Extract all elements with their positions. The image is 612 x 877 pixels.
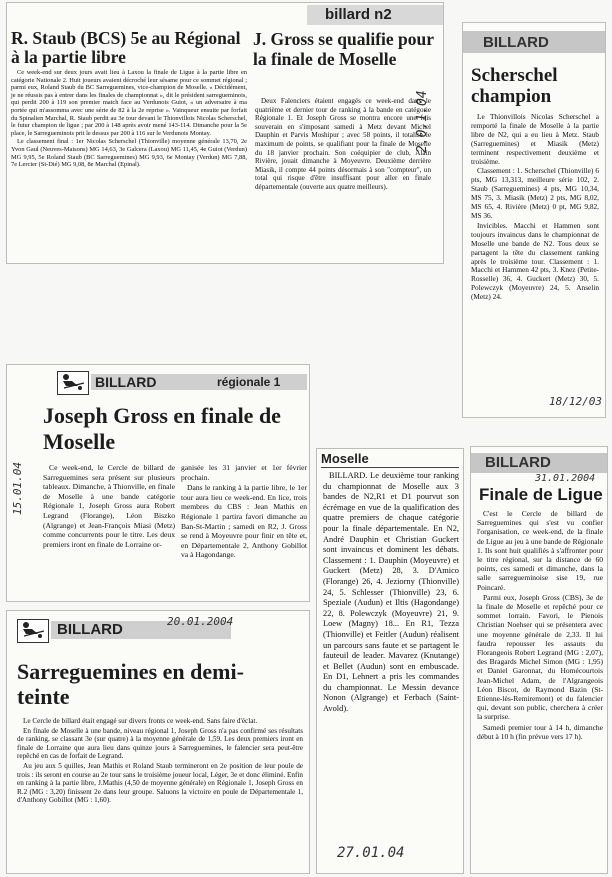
paragraph: Ce week-end sur deux jours avait lieu à Laxou la finale de Ligue à la partie libre en catégorie Nationale 2. Huit joueurs avaient décroché leur sésame pour ce sommet régional ; parmi eux, Roland Staub du BC Sarreguemines, vice-champion de Moselle. « Décidément, je ne réussis pas à entrer dans les finales de championnat », dit le président sarregueminois, qui perdit 200 à 119 son premier match face au Verdunois Guiot, « un adversaire à ma portée qui m'assomma avec une série de 82 à la 2e reprise ». Vainqueur ensuite par forfait du Spinalien Marchal, R. Staub perdit au 3e tour devant le Thionvillois Nicolas Scherschel, le futur champion de ligue ; par 200 à 148 après avoir mené 143-114. Dimanche pour la 5e place, le Sarregueminois prit le dessus par 200 à 116 sur le Verdunois Montay. — [11, 69, 247, 137]
logo-box — [17, 619, 49, 643]
section-header: BILLARD — [95, 374, 157, 390]
section-header: BILLARD — [485, 454, 551, 471]
paragraph: En finale de Moselle à une bande, niveau régional 1, Joseph Gross n'a pas confirmé ses résultats de ranking, se classant 3e (sur quatre) à la moyenne générale de 1,59. Les deux premiers iront en finale de Lorraine que aura lieu dans quinze jours à Sarreguemines, le falencier sera peut-être repêché en cas de forfait de Legrand. — [17, 726, 303, 761]
section-header: BILLARD — [57, 621, 123, 638]
handwritten-date: 15.01.04 — [11, 462, 24, 515]
section-header: Moselle — [321, 451, 369, 466]
article-body — [477, 509, 603, 742]
paragraph: Samedi premier tour à 14 h, dimanche début à 10 h (fin prévue vers 17 h). — [477, 722, 603, 741]
handwritten-date: 20.01.2004 — [167, 615, 234, 628]
headline: Joseph Gross en finale de Moselle — [43, 403, 281, 454]
handwritten-date: 18/12/03 — [549, 395, 602, 408]
clipping-finale-ligue — [470, 446, 608, 874]
headline: Sarreguemines en demi-teinte — [17, 659, 244, 709]
handwritten-date: 27.01.04 — [337, 845, 405, 861]
headline-staub: R. Staub (BCS) 5e au Régional à la partie libre — [11, 28, 241, 67]
article-body — [17, 717, 303, 806]
paragraph: Le classement final : 1er Nicolas Scherschel (Thionville) moyenne générale 13,70, 2e Yvon Gaul (Neuves-Maisons) MG 14,63, 3e Galcera (Laxou) MG 11,45, 4e Guiot (Verdun) MG 9,95, 5e Roland Staub (BC Sarreguemines) MG 9,93, 6e Montay (Verdun) MG 7,88, 7e Lercier (St-Dié) MG 9,08, 8e Marchal (Epinal). — [11, 138, 247, 169]
clipping-moselle — [316, 448, 464, 874]
article-body — [471, 113, 599, 303]
paragraph: Le Thionvillois Nicolas Scherschel a remporté la finale de Moselle à la partie libre de N2, qui a eu lieu à Metz. Staub (Sarreguemines) et Miasik (Metz) terminent respectivement deuxième et troisième. — [471, 112, 599, 166]
paragraph: BILLARD. Le deuxième tour ranking du championnat de Moselle aux 3 bandes de N2,R1 et D1 pourvut son écrémage en vue de la qualification des quatre premiers de chaque catégorie pour la finale départementale. En N2, André Dauphin et Christian Guckert sont invaincus et dominent les débats. Classement : 1. Dauphin (Moyeuvre) et Guckert (Metz) 28, 3. D'Amico (Florange) 26, 4. Jeziorny (Thionville) 24, 5. Schlesser (Thionville) 23, 6. Speziale (Audun) et Iltis (Hagondange) 22, 8. Polewczyk (Moyeuvre) 21, 9. Loew (Magny) 18... En R1, Tezza (Thionville) et Feitler (Audun) réalisent un parcours sans faute et se partagent le fauteuil de leader. Mavarez (Knutange) et Bellet (Audun) sont en embuscade. En D1, Lehnert a pris les commandes du championnat. Le Messin devance Nonon (Algrange) et Ferbach (Saint-Avold). — [323, 471, 459, 714]
article-staub — [11, 69, 247, 170]
section-label: régionale 1 — [217, 375, 281, 389]
section-header: billard n2 — [325, 6, 392, 23]
paragraph: Deux Falenciers étaient engagés ce week-end dans le quatrième et dernier tour de ranking à la bande en catégorie Régionale 1. Et Joseph Gross se montra encore une fois souverain en s'imposant samedi à Metz devant Michel Dauphin et Parvis Moshipur ; avec 58 points, il totalise le maximum de points, se qualifiant pour la finale de Moselle du 18 janvier prochain. Son coéquipier de club, Alain Rivière, jouait dimanche à Moyeuvre. Deuxième derrière Miasik, il compte 44 points désormais à son "compteur", un total qui risque d'être insuffisant pour aller en finale départementale (ouverte aux quatre meilleurs). — [255, 97, 431, 191]
paragraph: ganisée les 31 janvier et 1er février prochain. — [181, 463, 307, 482]
article-gross — [255, 97, 431, 193]
paragraph: C'est le Cercle de billard de Sarreguemines qui s'est vu confier l'organisation, ce week-end, de la finale de Ligue au jeu à une bande de Régionale 1. Ils sont huit qualifiés à s'affronter pour le titre régional, sur la distance de 60 points, ces samedi et dimanche, dans la salle sarregueminoise sise 19, rue Poincaré. — [477, 509, 603, 592]
article-col1 — [43, 463, 175, 550]
header-rule — [321, 467, 459, 468]
logo-box — [57, 371, 89, 395]
billiard-player-icon — [18, 620, 46, 640]
clipping-demi-teinte — [6, 610, 310, 874]
paragraph: Classement : 1. Scherschel (Thionville) 6 pts, MG 13,313, meilleure série 102, 2. Staub (Sarreguemines) 4 pts, MG 10,34, MS 75, 3. Miasik (Metz) 2 pts, MG 8,02, MS 65, 4. Rivière (Metz) 0 pt, MG 9,82, MS 36. — [471, 166, 599, 220]
section-header: BILLARD — [483, 34, 549, 51]
handwritten-date: 2.0.1.04 — [415, 90, 430, 153]
paragraph: Ce week-end, le Cercle de billard de Sarreguemines sera présent sur plusieurs tableaux. Dimanche, à Thionville, en finale de Moselle à une bande catégorie Régionale 1, Joseph Gross aura Robert Legrand (Florange), Léon Biszko (Algrange) et Jean-François Miasi (Metz) comme concurrents pour le titre. Les deux premiers iront en finale de Lorraine or- — [43, 463, 175, 549]
clipping-staub-gross — [6, 2, 444, 264]
paragraph: Invicibles. Macchi et Hammen sont toujours invaincus dans le championnat de Moselle une bande de N2. Tous deux se partagent la tête du classement ranking après le troisième tour. Classement : 1. Macchi et Hammen 42 pts, 3. Knez (Petite-Rosselle) 36, 4. Guckert (Metz) 30, 5. Polewczyk (Moyeuvre) 24, 5. Anselin (Metz) 24. — [471, 220, 599, 302]
headline: Finale de Ligue — [479, 485, 603, 504]
billiard-player-icon — [58, 372, 86, 392]
headline-gross: J. Gross se qualifie pour la finale de Moselle — [253, 29, 434, 69]
handwritten-date: 31.01.2004 — [535, 473, 596, 484]
paragraph: Au jeu aux 5 quilles, Jean Mathis et Roland Staub termineront en 2e position de leur poule de trois : ils seront en course au 2e tour sans le troisième joueur local, Léger, 3e et donc éliminé. Enfin en ranking à la partie libre, J.Mathis (4,50 de moyenne générale) en Régionale 1, Joseph Gross en R.2 (MG : 3,20) finissent 2e dans leur groupe. Saluons la victoire en poule de Départementale 1, d'Anthony Gobillot (MG : 1,60). — [17, 761, 303, 805]
clipping-gross-finale — [6, 364, 310, 602]
paragraph: Le Cercle de billard était engagé sur divers fronts ce week-end. Sans faire d'éclat. — [23, 717, 258, 725]
paragraph: Parmi eux, Joseph Gross (CBS), 3e de la finale de Moselle et repêché pour ce sommet lorrain. Favori, le Pienois Christian Noehser qui se présentera avec une moyenne générale de 2,33. Il lui faudra repousser les assauts du Florangeois Robert Legrand (MG : 2,07), des Bragards Michel Simon (MG : 1,95) et Daniel Garonnat, du Homécourtois Jean-Michel Adam, de l'Algrangeois Léon Biscot, de Raymond Bazin (St-Etienne-lès-Remiremont) et du falencier qui, devant son public, cherchera à créer la surprise. — [477, 592, 603, 722]
headline: Scherschel champion — [471, 65, 558, 107]
paragraph: Dans le ranking à la partie libre, le 1er tour aura lieu ce week-end. En lice, trois membres du CBS : Jean Mathis en Régionale 1 partira favori dimanche au Ban-St-Martin ; samedi en R2, J. Gross se rend à Moyeuvre pour finir en tête et, en Départementale 2, Anthony Gobillot va à Hagondange. — [181, 483, 307, 560]
clipping-scherschel — [462, 22, 606, 418]
article-col2 — [181, 463, 307, 561]
article-body — [323, 471, 459, 716]
